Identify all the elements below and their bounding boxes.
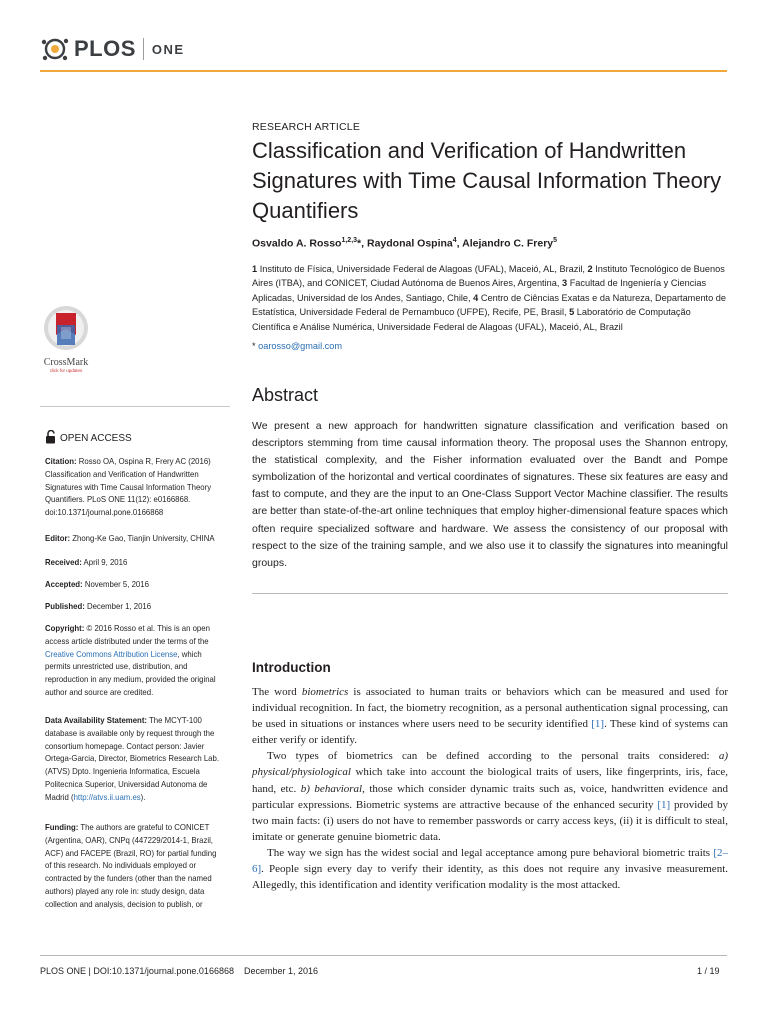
logo-separator [143,38,144,60]
paragraph: The way we sign has the widest social and legal acceptance among pure behavioral biometric traits [2–6]. People sign every day to verify their identity, as this does not require any invasive measurement. Allegedly, this identification and identity verification modality is the most attacked. [252,846,728,892]
accepted-date: November 5, 2016 [84,579,149,589]
editor-block [45,532,222,545]
introduction-body [252,684,728,893]
editor-label: Editor: [45,533,71,543]
copyright-text-end: , which permits unrestricted use, distribution, and reproduction in any medium, provided the original author and source are credited. [45,648,216,697]
abstract-heading: Abstract [252,385,319,405]
author-name[interactable]: Raydonal Ospina [366,237,453,250]
license-link[interactable]: Creative Commons Attribution License [45,648,178,659]
plos-logo-icon [40,34,70,64]
received-label: Received: [45,557,82,567]
footer-divider [40,955,727,956]
citation-block [45,455,222,519]
database-link[interactable]: http://atvs.ii.uam.es [73,791,141,802]
author-affiliation-marker: 1,2,3 [341,237,358,244]
corresponding-author [252,341,342,351]
corresponding-email-link[interactable]: oarosso@gmail.com [258,341,343,351]
citation-ref-link[interactable]: [1] [591,718,605,731]
affiliations [252,262,728,334]
footer-citation: PLOS ONE | DOI:10.1371/journal.pone.0166868 December 1, 2016 [40,966,319,976]
citation-text: Rosso OA, Ospina R, Frery AC (2016) Classification and Verification of Handwritten Signatures with Time Causal Information Theory Quantifiers. PLoS ONE 11(12): e0166868. doi:10.1371/journal.pone.0166868 [45,456,212,518]
citation-label: Citation: [45,456,77,466]
affiliation-number: 2 [587,264,593,274]
citation-ref-link[interactable]: [1] [657,798,671,811]
data-availability-block [45,714,222,804]
corresponding-star: * [357,237,362,250]
accepted-label: Accepted: [45,579,83,589]
affiliation-number: 4 [473,292,479,303]
open-access-badge [45,430,132,447]
citation-ref-link[interactable]: [2–6] [252,846,728,876]
article-title: Classification and Verification of Handwritten Signatures with Time Causal Information Theory Quantifiers [252,138,722,223]
accepted-block [45,578,222,591]
abstract-text: We present a new approach for handwritten signature classification and verification based on descriptors stemming from time causal information theory. The proposal uses the Shannon entropy, the statistical complexity, and the Fisher information evaluated over the Bandt and Pompe symbolization of the horizontal and vertical coordinates of signatures. These six features are easy and fast to compute, and they are the input to an One-Class Support Vector Machine classifier. The results are better than state-of-the-art online techniques that employ higher-dimensional feature spaces which often require specialized software and hardware. We assess the consistency of our proposal with respect to the size of the training sample, and we also use it to classify the signatures into meaningful groups. [252,420,728,569]
header-accent-rule [40,70,727,72]
affiliation-text: Centro de Ciências Exatas e da Natureza, Departamento de Estatística, Universidade Federal de Pernambuco (UFPE), Recife, PE, Brasil, [252,292,726,318]
affiliation-text: Laboratório de Computação Científica e Análise Numérica, Universidade Federal de Alagoas (UFAL), Maceió, AL, Brazil [252,307,691,332]
paragraph: Two types of biometrics can be defined according to the personal traits considered: a) physical/physiological which take into account the biological traits of users, like fingerprints, iris, face, hand, etc. b) behavioral, those which consider dynamic traits such as, voice, handwritten evidence and particular expressions. Biometric systems are attractive because of the enhanced security [1] provided by two main facts: (i) users do not have to remember passwords or carry access keys, (ii) it is difficult to steal, imitate or generate genuine biometric data. [252,750,728,843]
author-name[interactable]: Osvaldo A. Rosso [252,237,342,250]
received-block [45,556,222,569]
funding-label: Funding: [45,822,79,832]
editor-text: Zhong-Ke Gao, Tianjin University, CHINA [72,533,215,543]
author-list: Osvaldo A. Rosso$^{1,2,3}$*, Raydonal Ospina$^4$, Alejandro C. Frery$^5$ [252,237,558,250]
crossmark-badge[interactable] [40,305,92,373]
crossmark-icon [43,338,89,355]
journal-name: PLOS [74,36,136,61]
journal-logo[interactable] [40,34,185,64]
copyright-block [45,622,222,699]
affiliation-number: 5 [569,307,575,318]
data-availability-text: The MCYT-100 database is available only by request through the consortium homepage. Contact person: Javier Ortega-Garcia, Director, Biometrics Research Lab. (ATVS) Dpto. Ingenieria Informatica, Escuela Politecnica Superior, Universidad Autonoma de Madrid ( [45,715,220,802]
affiliation-text: Instituto de Física, Universidade Federal de Alagoas (UFAL), Maceió, AL, Brazil, [259,264,585,274]
copyright-text: © 2016 Rosso et al. This is an open access article distributed under the terms of the [45,623,210,646]
published-block [45,600,222,613]
page-number: 1 / 19 [697,966,720,976]
published-label: Published: [45,601,85,611]
published-date: December 1, 2016 [86,601,152,611]
author-name[interactable]: Alejandro C. Frery [462,237,554,250]
open-access-label: OPEN ACCESS [60,433,132,444]
crossmark-sub: click for updates [49,368,83,373]
affiliation-text: Instituto Tecnológico de Buenos Aires (ITBA), and CONICET, Ciudad Autónoma de Buenos Aires, Argentina, [252,264,725,289]
abstract-divider [252,593,728,594]
open-lock-icon [45,430,60,447]
article-type: RESEARCH ARTICLE [252,121,361,133]
crossmark-label: CrossMark [43,357,89,368]
journal-sub: ONE [151,41,185,57]
data-availability-label: Data Availability Statement: [45,715,148,725]
corresponding-marker: * [252,341,256,351]
affiliation-number: 3 [562,278,568,289]
affiliation-text: Facultad de Ingeniería y Ciencias Aplicadas, Universidad de los Andes, Santiago, Chile, [252,278,707,303]
received-date: April 9, 2016 [83,557,128,567]
author-affiliation-marker: 5 [553,237,558,244]
data-availability-end: ). [140,791,146,802]
affiliation-number: 1 [252,264,258,274]
sidebar-divider [40,406,230,407]
funding-block [45,821,222,911]
copyright-label: Copyright: [45,623,85,633]
paragraph: The word biometrics is associated to human traits or behaviors which can be measured and used for individual recognition. In fact, the biometry recognition, as a personal authentication signal processing, can be used in situations or instances where users need to be security identified [1]. These kind of systems can either verify or identify. [252,686,728,747]
funding-text: The authors are grateful to CONICET (Argentina, OAR), CNPq (447229/2014-1, Brazil, ACF) and FACEPE (Brazil, RO) for partial funding of this research. No individuals employed or contracted by the funders (other than the named authors) played any role in: study design, data collection and analysis, decision to publish, or [45,822,217,909]
introduction-heading: Introduction [252,660,331,675]
author-affiliation-marker: 4 [452,237,457,244]
